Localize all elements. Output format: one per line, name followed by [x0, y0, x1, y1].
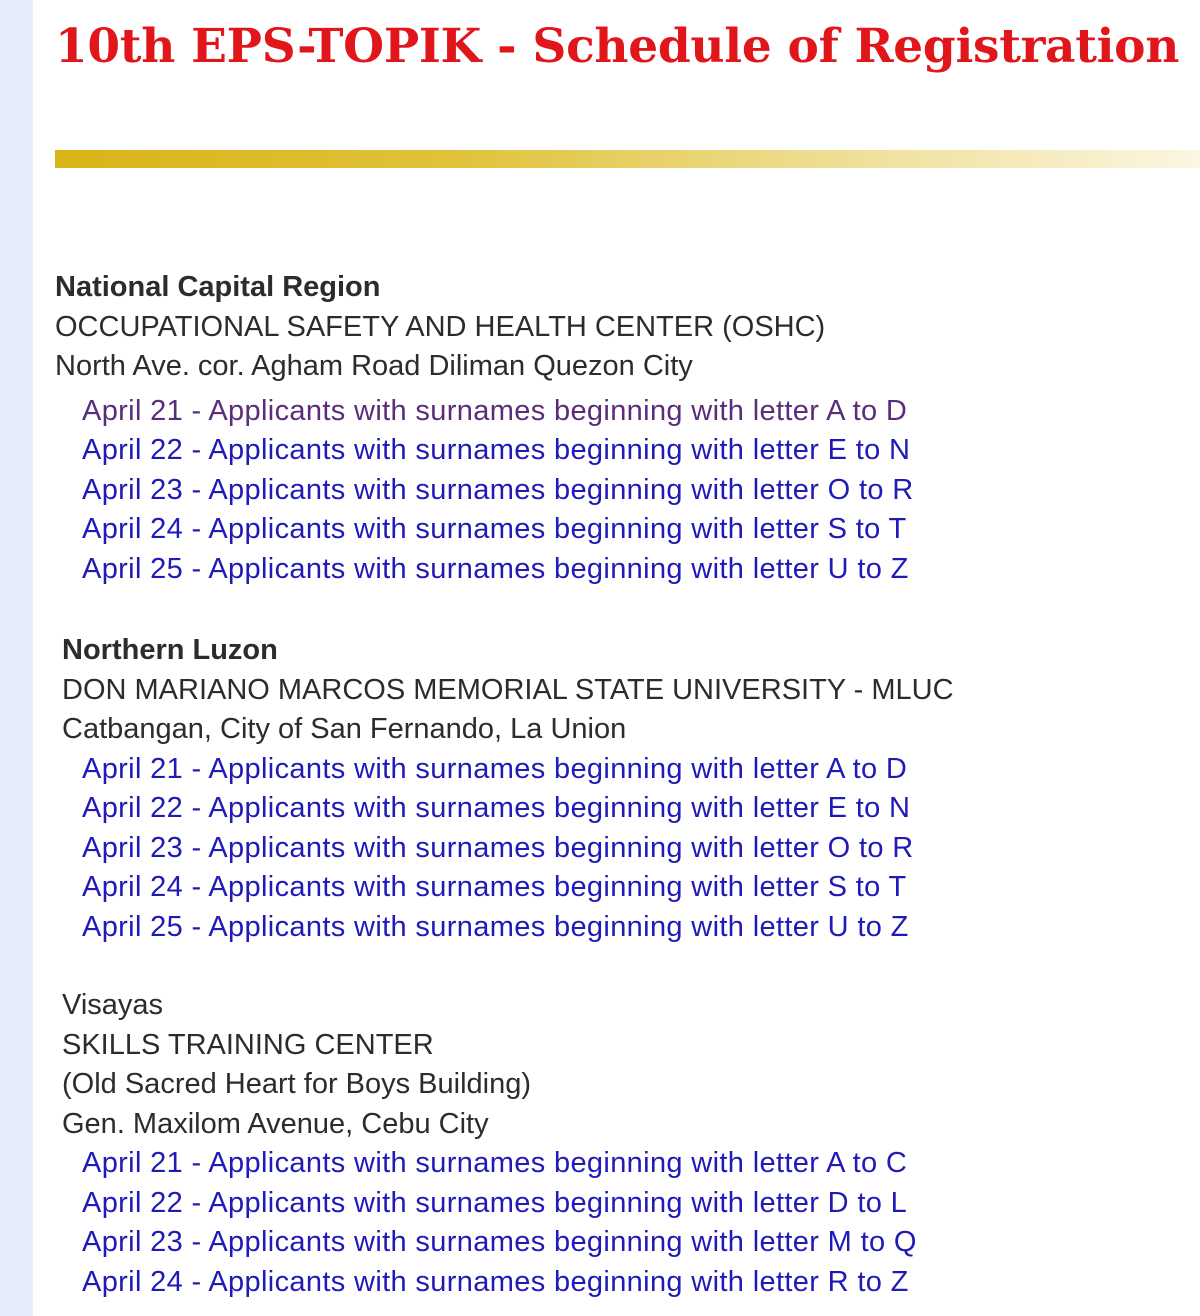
venue-name: OCCUPATIONAL SAFETY AND HEALTH CENTER (OSHC)	[55, 310, 826, 343]
schedule-link[interactable]: April 22 - Applicants with surnames beginning with letter D to L	[82, 1186, 908, 1219]
venue-name: DON MARIANO MARCOS MEMORIAL STATE UNIVERSITY - MLUC	[62, 673, 954, 706]
venue-note: (Old Sacred Heart for Boys Building)	[62, 1068, 532, 1100]
schedule-link[interactable]: April 23 - Applicants with surnames beginning with letter O to R	[82, 831, 914, 864]
schedule-link[interactable]: April 23 - Applicants with surnames beginning with letter O to R	[82, 473, 914, 506]
schedule-list	[55, 392, 914, 590]
schedule-link[interactable]: April 22 - Applicants with surnames beginning with letter E to N	[82, 434, 911, 466]
venue-address: Gen. Maxilom Avenue, Cebu City	[62, 1107, 489, 1140]
schedule-link[interactable]: April 22 - Applicants with surnames beginning with letter E to N	[82, 792, 911, 824]
venue-address: North Ave. cor. Agham Road Diliman Quezon City	[55, 350, 693, 382]
region-name: Northern Luzon	[62, 634, 278, 666]
region-name: National Capital Region	[55, 271, 381, 303]
schedule-link[interactable]: April 21 - Applicants with surnames beginning with letter A to C	[82, 1147, 908, 1179]
venue-address: Catbangan, City of San Fernando, La Union	[62, 713, 627, 745]
schedule-link[interactable]: April 21 - Applicants with surnames beginning with letter A to D	[82, 394, 908, 427]
left-sidebar-strip	[0, 0, 33, 1316]
gradient-divider	[55, 150, 1200, 168]
region-northern-luzon	[62, 631, 954, 947]
schedule-list	[62, 1144, 917, 1302]
schedule-list	[62, 750, 954, 948]
region-name: Visayas	[62, 989, 164, 1021]
schedule-link[interactable]: April 23 - Applicants with surnames beginning with letter M to Q	[82, 1226, 917, 1258]
schedule-link[interactable]: April 25 - Applicants with surnames beginning with letter U to Z	[82, 552, 909, 585]
region-ncr	[55, 268, 914, 589]
region-visayas	[62, 986, 917, 1302]
venue-name: SKILLS TRAINING CENTER	[62, 1028, 434, 1061]
schedule-link[interactable]: April 24 - Applicants with surnames beginning with letter R to Z	[82, 1265, 909, 1298]
schedule-link[interactable]: April 24 - Applicants with surnames beginning with letter S to T	[82, 871, 907, 903]
page-title: 10th EPS-TOPIK - Schedule of Registration	[55, 19, 1180, 74]
schedule-link[interactable]: April 21 - Applicants with surnames beginning with letter A to D	[82, 752, 908, 785]
schedule-link[interactable]: April 24 - Applicants with surnames beginning with letter S to T	[82, 513, 907, 545]
schedule-link[interactable]: April 25 - Applicants with surnames beginning with letter U to Z	[82, 910, 909, 943]
